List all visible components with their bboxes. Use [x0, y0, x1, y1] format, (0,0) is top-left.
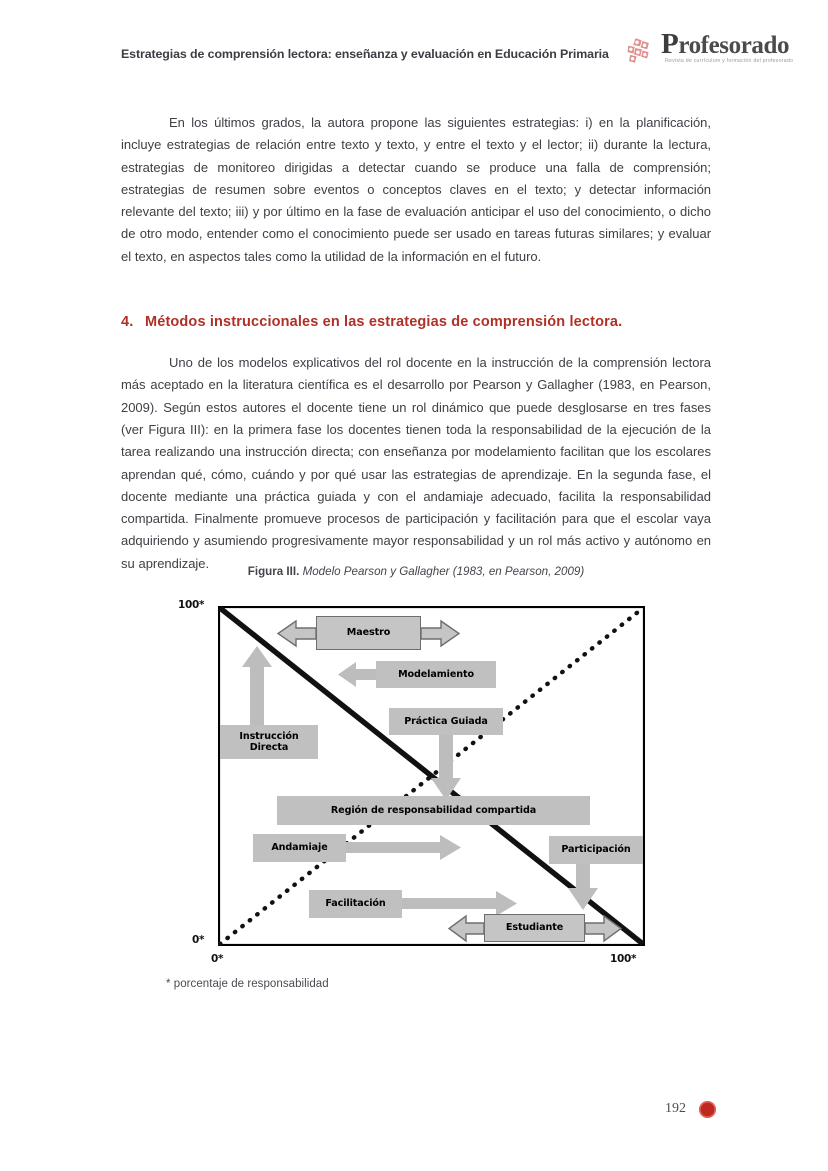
figure-box-estudiante: Estudiante — [484, 914, 585, 942]
logo-word-rest: rofesorado — [678, 32, 790, 59]
axis-label-x-max: 100* — [610, 953, 637, 965]
axis-label-x-min: 0* — [211, 953, 224, 965]
axis-label-y-max: 100* — [178, 599, 205, 611]
figure-box-modelamiento: Modelamiento — [376, 661, 496, 688]
page-footer — [0, 1095, 828, 1135]
logo-wordmark — [661, 30, 789, 59]
figure-box-maestro: Maestro — [316, 616, 421, 650]
section-heading-4 — [121, 314, 711, 330]
figure-box-region-responsabilidad: Región de responsabilidad compartida — [277, 796, 590, 825]
paragraph-estrategias: En los últimos grados, la autora propone las siguientes estrategias: i) en la planificación, incluye estrategias de relación entre texto y texto, y entre el texto y el lector; ii) durante la lectura, estrategias de monitoreo dirigidas a detectar cuando se produce una falla de comprensión; estrategias de resumen sobre eventos o conceptos claves en el texto; y detectar información relevante del texto; iii) y por último en la fase de evaluación anticipar el uso del conocimiento, o dicho de otro modo, entender como el conocimiento puede ser usado en tareas futuras similares; y evaluar el texto, en aspectos tales como la utilidad de la información en el futuro. — [121, 115, 711, 264]
facilitacion-arrow — [401, 891, 517, 916]
figure-box-facilitacion: Facilitación — [309, 890, 402, 918]
vertical-spacer — [121, 330, 711, 352]
profesorado-flower-logo-icon — [627, 36, 661, 66]
figure-title: Modelo Pearson y Gallagher (1983, en Pearson, 2009) — [302, 565, 585, 578]
figure-label: Figura III. — [247, 565, 300, 578]
practica-guiada-arrow — [431, 734, 461, 800]
logo-word-capital: P — [661, 28, 679, 60]
figure-iii — [121, 565, 711, 1005]
andamiaje-arrow — [346, 835, 461, 860]
instruccion-directa-arrow — [242, 646, 272, 731]
profesorado-logo — [627, 28, 805, 74]
vertical-spacer — [121, 268, 711, 314]
page-number: 192 — [665, 1101, 686, 1116]
document-body — [121, 112, 711, 575]
section-title: Métodos instruccionales en las estrategias de comprensión lectora. — [145, 314, 623, 331]
axis-label-y-min: 0* — [192, 934, 205, 946]
chart-canvas — [218, 606, 645, 946]
running-title: Estrategias de comprensión lectora: enseñanza y evaluación en Educación Primaria — [121, 47, 609, 61]
logo-subtitle: Revista de currículum y formación del profesorado — [665, 58, 794, 64]
figure-box-participacion: Participación — [549, 836, 643, 864]
section-number: 4. — [121, 314, 134, 331]
paragraph-metodos: Uno de los modelos explicativos del rol docente en la instrucción de la comprensión lectora más aceptado en la literatura científica es el desarrollo por Pearson y Gallagher (1983, en Pearson, 2009). Según estos autores el docente tiene un rol dinámico que puede desglosarse en tres fases (ver Figura III): en la primera fase los docentes tienen toda la responsabilidad de la ejecución de la tarea realizando una instrucción directa; con enseñanza por modelamiento facilitan que los escolares aprendan qué, cómo, cuándo y por qué usar las estrategias de aprendizaje. En la segunda fase, el docente mediante una práctica guiada y con el andamiaje adecuado, facilita la responsabilidad compartida. Finalmente promueve procesos de participación y facilitación para que el escolar vaya adquiriendo y asumiendo progresivamente mayor responsabilidad y un rol más activo y autónomo en su aprendizaje. — [121, 355, 711, 571]
figure-box-instruccion-directa: Instrucción Directa — [220, 725, 318, 759]
figure-box-practica-guiada: Práctica Guiada — [389, 708, 503, 735]
page-header — [0, 28, 828, 86]
figure-footnote: * porcentaje de responsabilidad — [166, 978, 329, 990]
modelamiento-arrow — [338, 662, 378, 687]
page-marker-dot-icon — [699, 1101, 716, 1118]
pearson-gallagher-chart — [178, 599, 645, 965]
figure-caption — [121, 565, 711, 578]
figure-box-andamiaje: Andamiaje — [253, 834, 346, 862]
